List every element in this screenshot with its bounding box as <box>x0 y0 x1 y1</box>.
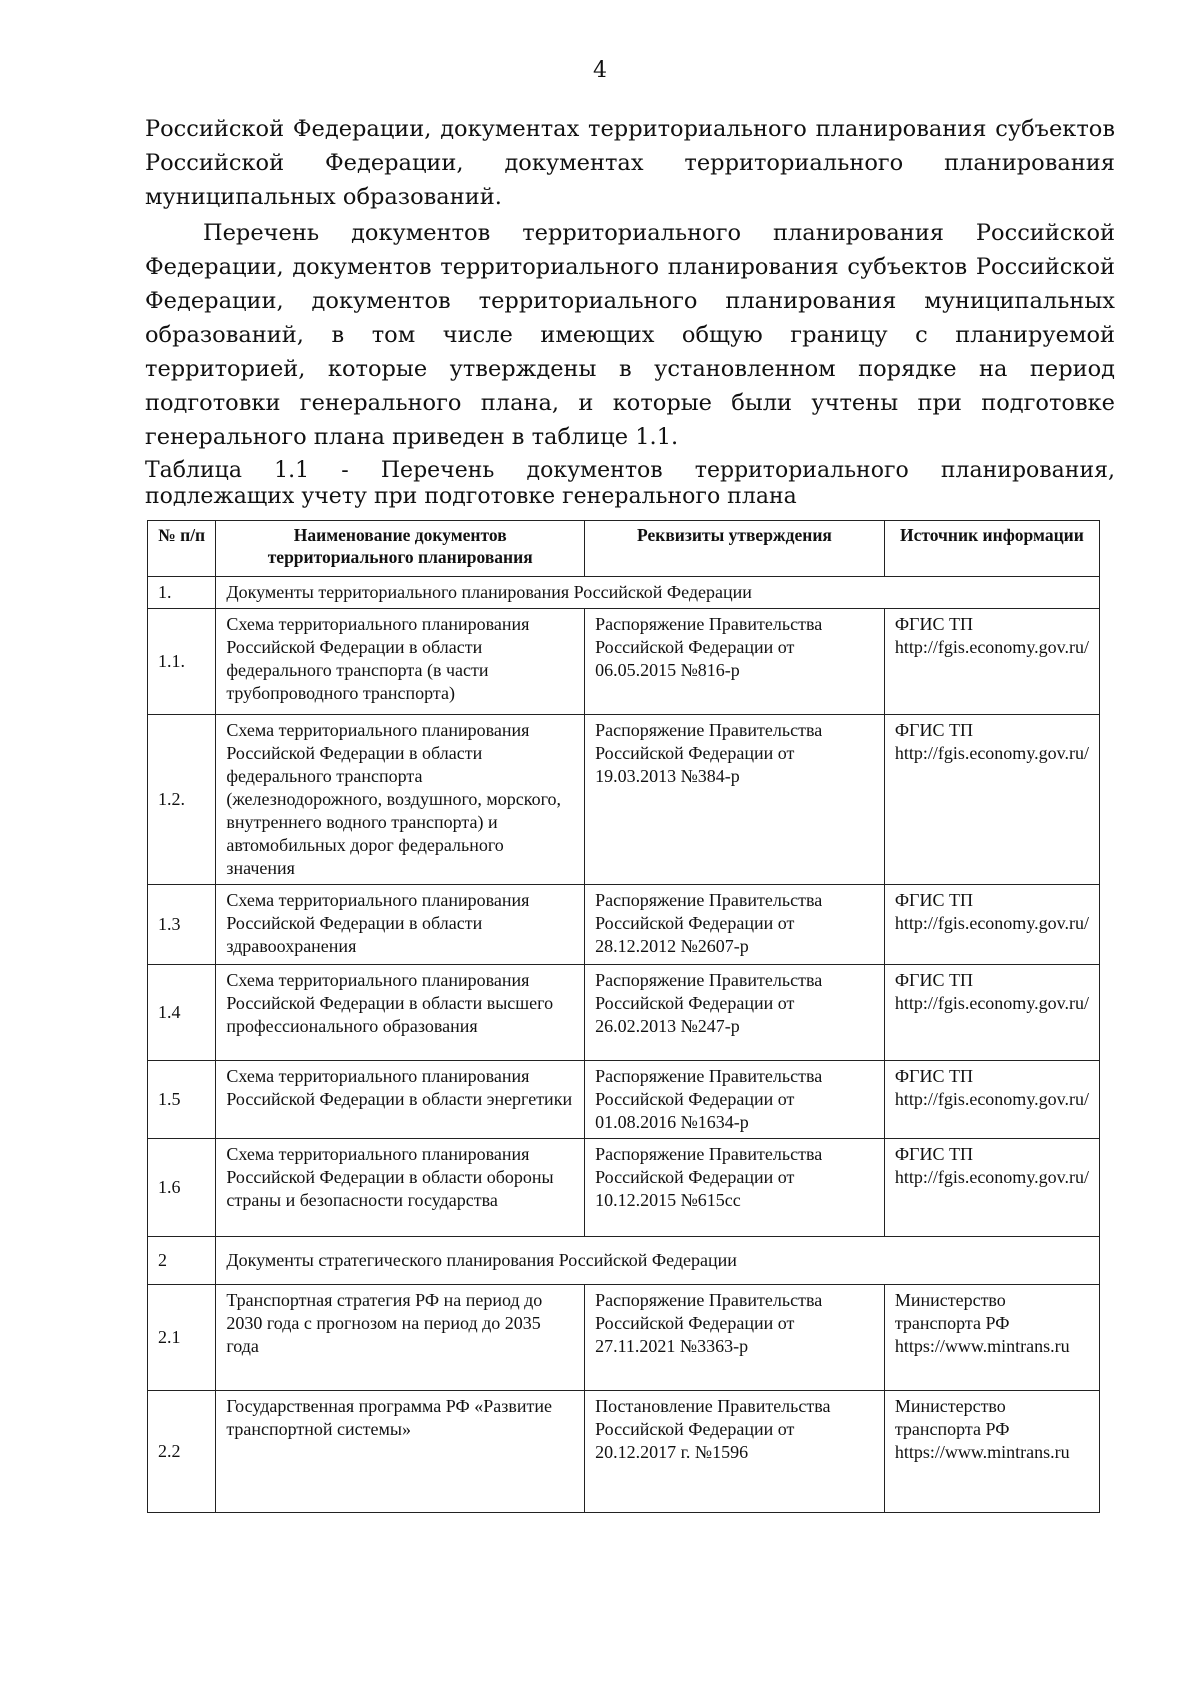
documents-table <box>147 520 1100 1513</box>
row-details: Распоряжение Правительства Российской Федерации от 27.11.2021 №3363-р <box>585 1285 885 1391</box>
row-source: ФГИС ТП http://fgis.economy.gov.ru/ <box>884 609 1099 715</box>
row-name: Схема территориального планирования Российской Федерации в области здравоохранения <box>216 885 585 965</box>
row-num: 1.1. <box>148 609 216 715</box>
table-caption: Таблица 1.1 - Перечень документов территориального планирования, подлежащих учету при подготовке генерального плана <box>145 458 1115 509</box>
row-name: Схема территориального планирования Российской Федерации в области федерального транспорта (в части трубопроводного транспорта) <box>216 609 585 715</box>
row-source: Министерство транспорта РФ https://www.mintrans.ru <box>884 1285 1099 1391</box>
section-title: Документы стратегического планирования Российской Федерации <box>216 1237 1100 1285</box>
table-row <box>148 1391 1100 1513</box>
section-num: 2 <box>148 1237 216 1285</box>
paragraph-list-description: Перечень документов территориального планирования Российской Федерации, документов территориального планирования субъектов Российской Федерации, документов территориального планирования муниципальных образований, в том числе имеющих общую границу с планируемой территорией, которые утверждены в установленном порядке на период подготовки генерального плана, и которые были учтены при подготовке генерального плана приведен в таблице 1.1. <box>145 220 1115 450</box>
row-details: Постановление Правительства Российской Федерации от 20.12.2017 г. №1596 <box>585 1391 885 1513</box>
header-num: № п/п <box>148 521 216 577</box>
row-num: 1.4 <box>148 965 216 1061</box>
row-name: Схема территориального планирования Российской Федерации в области энергетики <box>216 1061 585 1139</box>
row-details: Распоряжение Правительства Российской Федерации от 26.02.2013 №247-р <box>585 965 885 1061</box>
row-name: Схема территориального планирования Российской Федерации в области обороны страны и безопасности государства <box>216 1139 585 1237</box>
row-num: 1.2. <box>148 715 216 885</box>
row-source: Министерство транспорта РФ https://www.mintrans.ru <box>884 1391 1099 1513</box>
row-num: 1.5 <box>148 1061 216 1139</box>
header-details: Реквизиты утверждения <box>585 521 885 577</box>
section-row <box>148 577 1100 609</box>
row-source: ФГИС ТП http://fgis.economy.gov.ru/ <box>884 965 1099 1061</box>
table-row <box>148 965 1100 1061</box>
row-source: ФГИС ТП http://fgis.economy.gov.ru/ <box>884 1139 1099 1237</box>
row-num: 1.6 <box>148 1139 216 1237</box>
section-row <box>148 1237 1100 1285</box>
table-row <box>148 1139 1100 1237</box>
row-details: Распоряжение Правительства Российской Федерации от 10.12.2015 №615сс <box>585 1139 885 1237</box>
row-details: Распоряжение Правительства Российской Федерации от 19.03.2013 №384-р <box>585 715 885 885</box>
header-source: Источник информации <box>884 521 1099 577</box>
row-source: ФГИС ТП http://fgis.economy.gov.ru/ <box>884 885 1099 965</box>
table-row <box>148 1061 1100 1139</box>
table-row <box>148 885 1100 965</box>
table-row <box>148 609 1100 715</box>
section-num: 1. <box>148 577 216 609</box>
row-source: ФГИС ТП http://fgis.economy.gov.ru/ <box>884 1061 1099 1139</box>
row-source: ФГИС ТП http://fgis.economy.gov.ru/ <box>884 715 1099 885</box>
row-num: 2.1 <box>148 1285 216 1391</box>
row-name: Схема территориального планирования Российской Федерации в области федерального транспорта (железнодорожного, воздушного, морского, внутреннего водного транспорта) и автомобильных дорог федерального значения <box>216 715 585 885</box>
paragraph-intro: Российской Федерации, документах территориального планирования субъектов Российской Федерации, документах территориального планирования муниципальных образований. <box>145 116 1115 210</box>
row-num: 1.3 <box>148 885 216 965</box>
row-name: Схема территориального планирования Российской Федерации в области высшего профессионального образования <box>216 965 585 1061</box>
section-title: Документы территориального планирования Российской Федерации <box>216 577 1100 609</box>
row-name: Транспортная стратегия РФ на период до 2030 года с прогнозом на период до 2035 года <box>216 1285 585 1391</box>
table-row <box>148 715 1100 885</box>
row-details: Распоряжение Правительства Российской Федерации от 01.08.2016 №1634-р <box>585 1061 885 1139</box>
page-number: 4 <box>593 58 607 83</box>
row-details: Распоряжение Правительства Российской Федерации от 06.05.2015 №816-р <box>585 609 885 715</box>
row-details: Распоряжение Правительства Российской Федерации от 28.12.2012 №2607-р <box>585 885 885 965</box>
header-name: Наименование документов территориального планирования <box>216 521 585 577</box>
row-name: Государственная программа РФ «Развитие транспортной системы» <box>216 1391 585 1513</box>
table-row <box>148 1285 1100 1391</box>
row-num: 2.2 <box>148 1391 216 1513</box>
table-header-row <box>148 521 1100 577</box>
